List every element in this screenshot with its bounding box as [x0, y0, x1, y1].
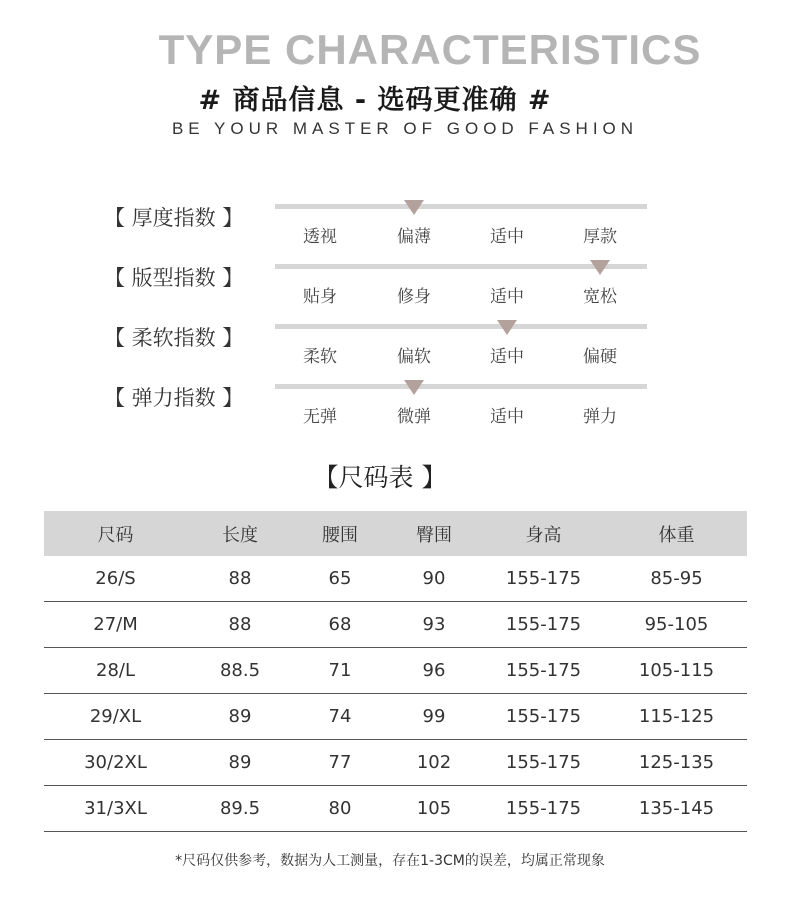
rating-option: 适中 — [490, 407, 524, 427]
table-cell: 90 — [387, 556, 481, 602]
title-cn: # 商品信息 - 选码更准确 # — [198, 85, 552, 116]
table-cell: 95-105 — [606, 602, 747, 648]
rating-option: 透视 — [303, 227, 337, 247]
table-cell: 155-175 — [481, 740, 606, 786]
table-cell: 105-115 — [606, 648, 747, 694]
table-cell: 85-95 — [606, 556, 747, 602]
table-cell: 155-175 — [481, 694, 606, 740]
table-row — [44, 602, 747, 648]
table-cell: 155-175 — [481, 648, 606, 694]
size-table-title: 【尺码表 】 — [313, 463, 447, 492]
rating-option: 宽松 — [583, 287, 617, 307]
rating-label: 【 弹力指数 】 — [104, 386, 244, 410]
rating-track — [275, 324, 647, 329]
rating-option: 适中 — [490, 287, 524, 307]
header-waist: 腰围 — [293, 511, 387, 556]
rating-marker-icon — [590, 260, 610, 275]
rating-label: 【 柔软指数 】 — [104, 326, 244, 350]
header-weight: 体重 — [606, 511, 747, 556]
rating-option: 偏薄 — [397, 227, 431, 247]
header-length: 长度 — [187, 511, 293, 556]
table-cell: 65 — [293, 556, 387, 602]
table-cell: 28/L — [44, 648, 187, 694]
table-cell: 89 — [187, 740, 293, 786]
table-row — [44, 740, 747, 786]
rating-track — [275, 204, 647, 209]
rating-marker-icon — [497, 320, 517, 335]
table-row — [44, 648, 747, 694]
table-cell: 115-125 — [606, 694, 747, 740]
rating-option: 偏硬 — [583, 347, 617, 367]
rating-option: 柔软 — [303, 347, 337, 367]
table-cell: 71 — [293, 648, 387, 694]
header-height: 身高 — [481, 511, 606, 556]
rating-option: 厚款 — [583, 227, 617, 247]
rating-option: 适中 — [490, 227, 524, 247]
table-cell: 80 — [293, 786, 387, 832]
table-cell: 96 — [387, 648, 481, 694]
header-hip: 臀围 — [387, 511, 481, 556]
rating-option: 修身 — [397, 287, 431, 307]
table-cell: 105 — [387, 786, 481, 832]
rating-option: 无弹 — [303, 407, 337, 427]
rating-option: 偏软 — [397, 347, 431, 367]
size-table — [44, 511, 747, 832]
table-cell: 88 — [187, 602, 293, 648]
table-cell: 26/S — [44, 556, 187, 602]
table-cell: 27/M — [44, 602, 187, 648]
table-row — [44, 786, 747, 832]
rating-label: 【 厚度指数 】 — [104, 206, 244, 230]
table-cell: 155-175 — [481, 556, 606, 602]
disclaimer-note: *尺码仅供参考，数据为人工测量，存在1-3CM的误差，均属正常现象 — [175, 853, 605, 869]
rating-track — [275, 384, 647, 389]
title-en: TYPE CHARACTERISTICS — [158, 26, 702, 73]
table-cell: 30/2XL — [44, 740, 187, 786]
table-cell: 74 — [293, 694, 387, 740]
table-cell: 125-135 — [606, 740, 747, 786]
table-cell: 77 — [293, 740, 387, 786]
table-cell: 88.5 — [187, 648, 293, 694]
rating-option: 适中 — [490, 347, 524, 367]
table-cell: 31/3XL — [44, 786, 187, 832]
size-table-body — [44, 556, 747, 832]
table-cell: 89.5 — [187, 786, 293, 832]
size-table-header-row — [44, 511, 747, 556]
subtitle: BE YOUR MASTER OF GOOD FASHION — [171, 119, 639, 138]
rating-marker-icon — [404, 200, 424, 215]
table-cell: 155-175 — [481, 602, 606, 648]
table-row — [44, 556, 747, 602]
table-cell: 93 — [387, 602, 481, 648]
table-row — [44, 694, 747, 740]
rating-option: 弹力 — [583, 407, 617, 427]
rating-marker-icon — [404, 380, 424, 395]
rating-label: 【 版型指数 】 — [104, 266, 244, 290]
table-cell: 99 — [387, 694, 481, 740]
header-size: 尺码 — [44, 511, 187, 556]
table-cell: 68 — [293, 602, 387, 648]
table-cell: 89 — [187, 694, 293, 740]
rating-option: 贴身 — [303, 287, 337, 307]
table-cell: 29/XL — [44, 694, 187, 740]
rating-option: 微弹 — [397, 407, 431, 427]
table-cell: 155-175 — [481, 786, 606, 832]
table-cell: 135-145 — [606, 786, 747, 832]
table-cell: 102 — [387, 740, 481, 786]
table-cell: 88 — [187, 556, 293, 602]
